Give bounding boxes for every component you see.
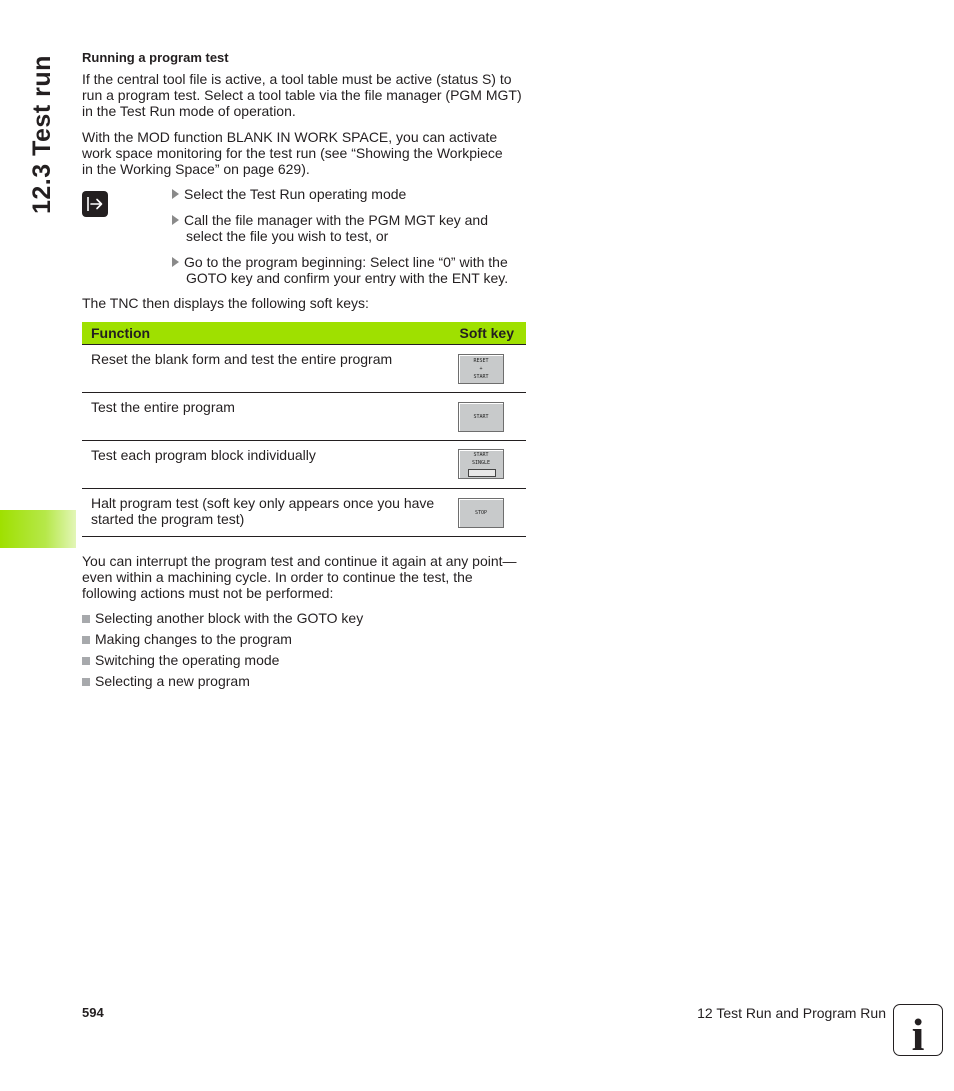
paragraph-tool-table: If the central tool file is active, a tool table must be active (status S) to run a program test. Select a tool table via the file manager (PGM MGT) in the Test Run mode of operation. [82,71,522,119]
side-section-title: 12.3 Test run [28,55,56,214]
section-heading: Running a program test [82,50,229,65]
step-select-test-run: Select the Test Run operating mode [172,186,527,202]
bullet-square-icon [82,678,90,686]
list-item: Selecting another block with the GOTO key [82,610,363,631]
bullet-square-icon [82,636,90,644]
single-block-indicator-icon [468,469,496,477]
softkeys-intro: The TNC then displays the following soft keys: [82,295,369,311]
list-item: Making changes to the program [82,631,363,652]
step-call-file-manager: Call the file manager with the PGM MGT key and select the file you wish to test, or [172,212,527,244]
softkey-table [82,322,526,537]
softkey-reset-start: RESET + START [458,354,504,384]
table-row: Test each program block individually START SINGLE [82,441,526,489]
bullet-square-icon [82,657,90,665]
chapter-title: 12 Test Run and Program Run [697,1005,886,1021]
header-function: Function [91,325,151,341]
forbidden-actions-list [82,610,363,694]
chapter-tab-marker [0,510,76,548]
paragraph-interrupt: You can interrupt the program test and continue it again at any point— even within a machining cycle. In order to continue the test, the following actions must not be performed: [82,553,517,601]
header-softkey: Soft key [459,325,514,341]
softkey-start-single: START SINGLE [458,449,504,479]
table-row: Reset the blank form and test the entire program RESET + START [82,344,526,393]
list-item: Switching the operating mode [82,652,363,673]
step-arrow-icon [172,189,179,199]
test-run-mode-key-icon [82,191,108,217]
page-number: 594 [82,1005,104,1020]
softkey-start: START [458,402,504,432]
step-go-to-beginning: Go to the program beginning: Select line “0” with the GOTO key and confirm your entry with the ENT key. [172,254,527,286]
step-arrow-icon [172,215,179,225]
bullet-square-icon [82,615,90,623]
list-item: Selecting a new program [82,673,363,694]
table-row: Test the entire program START [82,393,526,441]
table-row: Halt program test (soft key only appears once you have started the program test) STOP [82,489,526,537]
info-glyph: i [911,1009,925,1055]
step-arrow-icon [172,257,179,267]
paragraph-blank-work-space: With the MOD function BLANK IN WORK SPACE, you can activate work space monitoring for the test run (see “Showing the Workpiece in the Working Space” on page 629). [82,129,503,177]
info-icon [893,1004,943,1056]
softkey-stop: STOP [458,498,504,528]
table-header [82,322,526,344]
